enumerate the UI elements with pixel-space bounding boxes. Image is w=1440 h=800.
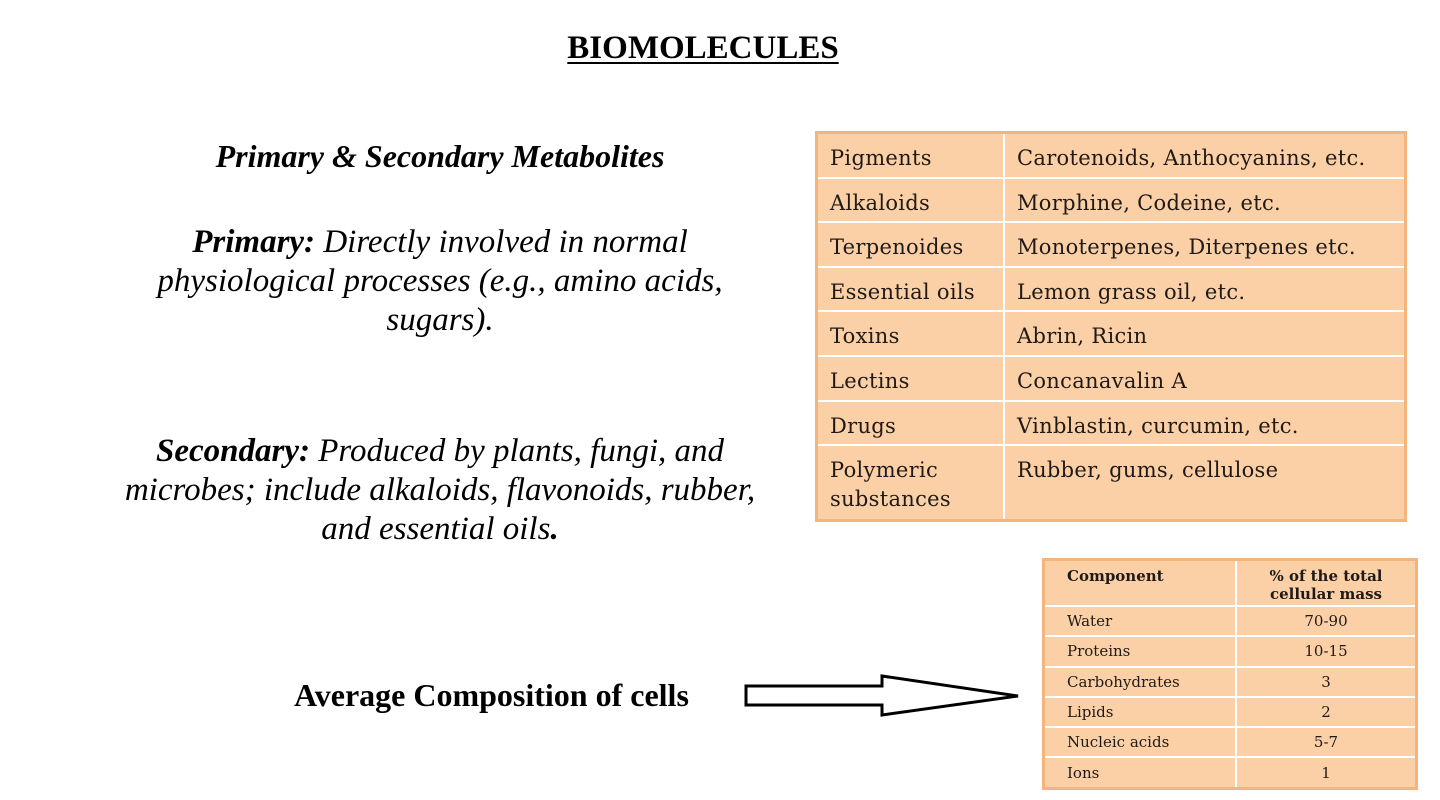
table-row (1044, 606, 1417, 636)
percent-cell: 3 (1236, 667, 1417, 697)
component-header: Component (1044, 560, 1237, 607)
examples-cell: Morphine, Codeine, etc. (1004, 178, 1406, 223)
percent-cell: 2 (1236, 697, 1417, 727)
table-row (817, 222, 1406, 267)
component-cell: Ions (1044, 757, 1237, 788)
table-row (817, 445, 1406, 520)
table-row (1044, 667, 1417, 697)
table-row (817, 311, 1406, 356)
category-cell: Essential oils (817, 267, 1005, 312)
examples-cell: Rubber, gums, cellulose (1004, 445, 1406, 520)
secondary-description (120, 432, 760, 549)
category-cell: Toxins (817, 311, 1005, 356)
category-cell: Terpenoides (817, 222, 1005, 267)
table-header-row (1044, 560, 1417, 607)
percent-cell: 5-7 (1236, 727, 1417, 757)
examples-cell: Carotenoids, Anthocyanins, etc. (1004, 133, 1406, 178)
primary-text: Directly involved in normal physiological processes (e.g., amino acids, sugars). (157, 224, 723, 338)
examples-cell: Lemon grass oil, etc. (1004, 267, 1406, 312)
table-row (817, 356, 1406, 401)
category-cell: Pigments (817, 133, 1005, 178)
page-title: BIOMOLECULES (567, 30, 839, 66)
component-cell: Lipids (1044, 697, 1237, 727)
metabolites-heading: Primary & Secondary Metabolites (215, 138, 665, 174)
percent-cell: 10-15 (1236, 636, 1417, 666)
percent-cell: 1 (1236, 757, 1417, 788)
composition-table (1042, 558, 1418, 790)
category-cell: Alkaloids (817, 178, 1005, 223)
percent-cell: 70-90 (1236, 606, 1417, 636)
secondary-label: Secondary: (156, 433, 310, 469)
category-cell: Lectins (817, 356, 1005, 401)
right-arrow-icon (742, 672, 1024, 722)
table-row (1044, 697, 1417, 727)
table-row (1044, 727, 1417, 757)
examples-cell: Monoterpenes, Diterpenes etc. (1004, 222, 1406, 267)
table-row (817, 267, 1406, 312)
examples-cell: Concanavalin A (1004, 356, 1406, 401)
category-cell: Drugs (817, 401, 1005, 446)
table-row (1044, 636, 1417, 666)
metabolites-table (815, 131, 1407, 522)
percent-header: % of the total cellular mass (1236, 560, 1417, 607)
primary-description (120, 223, 760, 340)
component-cell: Nucleic acids (1044, 727, 1237, 757)
secondary-end: . (550, 511, 559, 547)
examples-cell: Abrin, Ricin (1004, 311, 1406, 356)
primary-label: Primary: (192, 224, 316, 260)
component-cell: Carbohydrates (1044, 667, 1237, 697)
table-row (817, 133, 1406, 178)
table-row (1044, 757, 1417, 788)
secondary-text: Produced by plants, fungi, and microbes; include alkaloids, flavonoids, rubber, and essential oils (124, 433, 756, 547)
table-row (817, 178, 1406, 223)
category-cell: Polymeric substances (817, 445, 1005, 520)
component-cell: Proteins (1044, 636, 1237, 666)
examples-cell: Vinblastin, curcumin, etc. (1004, 401, 1406, 446)
composition-label: Average Composition of cells (294, 677, 689, 713)
component-cell: Water (1044, 606, 1237, 636)
table-row (817, 401, 1406, 446)
